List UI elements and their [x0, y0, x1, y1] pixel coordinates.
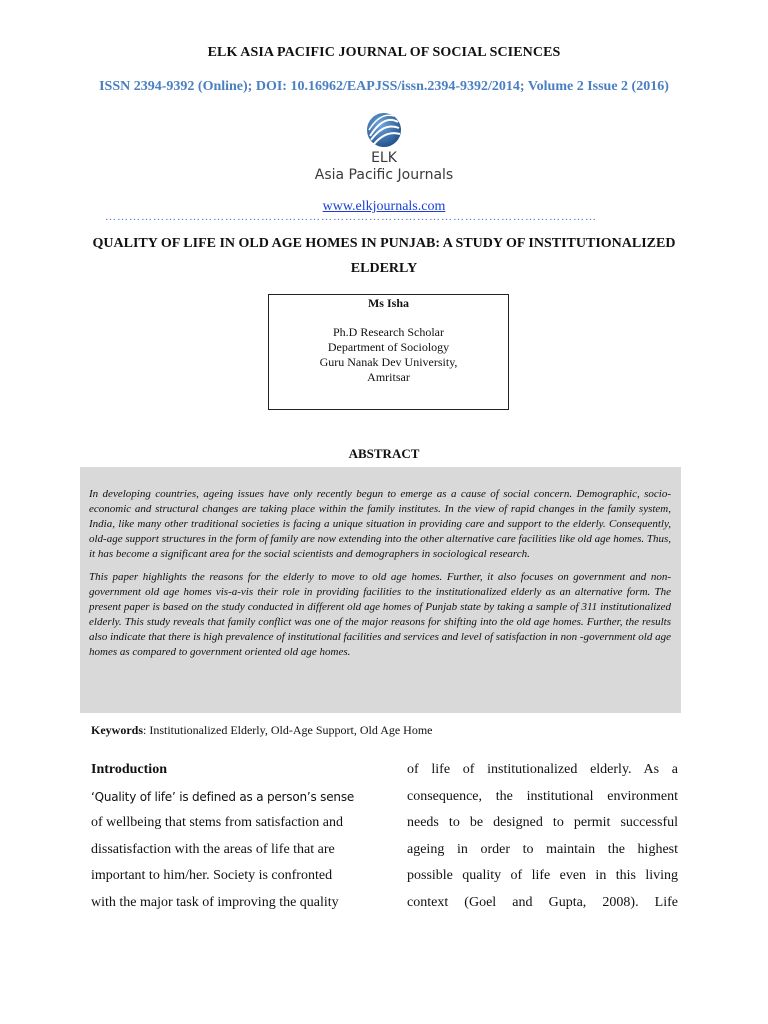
abstract-paragraph-2: This paper highlights the reasons for the elderly to move to old age homes. Further, it also focuses on government and non-government old age homes vis-a-vis their role in providing facilities to the institutionalized elderly as an alternative form. The present paper is based on the study conducted in different old age homes of Punjab state by taking a sample of 311 institutionalized elderly. This study reveals that family conflict was one of the major reasons for shifting into the old age homes. Further, the results also indicate that there is high prevalence of institutional facilities and services and level of satisfaction in non -government old age homes as compared to government oriented old age homes. [89, 571, 671, 658]
abstract-paragraph-1: In developing countries, ageing issues have only recently begun to emerge as a cause of social concern. Demographic, socio-economic and structural changes are taking place within the family institutes. In the view of rapid changes in the family system, India, like many other traditional societies is facing a unique situation in providing care and support to the elderly. Consequently, old-age support structures in the form of family are now extending into the other alternative care facilities like old age homes. Thus, it has become a significant area for the social scientists and demographers in sociological research. [89, 488, 672, 560]
introduction-line: of life of institutionalized elderly. As a [407, 762, 678, 777]
author-university: Guru Nanak Dev University, [319, 355, 458, 369]
abstract-heading: ABSTRACT [348, 446, 420, 461]
author-name: Ms Isha [367, 296, 409, 310]
paper-title [80, 231, 688, 281]
author-city: Amritsar [367, 370, 410, 384]
issn-doi-line: ISSN 2394-9392 (Online); DOI: 10.16962/EAPJSS/issn.2394-9392/2014; Volume 2 Issue 2 (2016) [99, 79, 669, 94]
journal-title: ELK ASIA PACIFIC JOURNAL OF SOCIAL SCIENCES [207, 45, 561, 60]
author-box [268, 294, 509, 410]
introduction-line: consequence, the institutional environment [407, 788, 678, 804]
introduction-line: important to him/her. Society is confronted [91, 868, 333, 883]
abstract-box [80, 467, 681, 713]
keywords-label: Keywords [91, 723, 143, 737]
logo-name: ELK [371, 150, 397, 166]
introduction-right-column [407, 757, 678, 916]
introduction-line: dissatisfaction with the areas of life that are [91, 841, 335, 857]
logo-subtitle: Asia Pacific Journals [314, 167, 454, 183]
introduction-line: needs to be designed to permit successful [407, 815, 678, 830]
author-position: Ph.D Research Scholar [333, 325, 444, 339]
introduction-line: of wellbeing that stems from satisfaction and [91, 815, 343, 830]
introduction-line: with the major task of improving the quality [91, 894, 339, 910]
paper-title-line-1: QUALITY OF LIFE IN OLD AGE HOMES IN PUNJAB: A STUDY OF INSTITUTIONALIZED [92, 236, 676, 251]
elk-globe-logo-icon [0, 110, 768, 150]
keywords-text: : Institutionalized Elderly, Old-Age Support, Old Age Home [143, 723, 433, 737]
introduction-left-column [91, 757, 361, 916]
introduction-line: ageing in order to maintain the highest [407, 841, 678, 857]
introduction-line: possible quality of life even in this living [407, 868, 678, 883]
introduction-line: ‘Quality of life’ is defined as a person’s sense [91, 789, 355, 804]
author-affiliation [269, 325, 508, 385]
dotted-separator: …………………………………………………………………………………………………………… [105, 214, 597, 222]
author-department: Department of Sociology [327, 340, 450, 354]
website-link[interactable]: www.elkjournals.com [322, 199, 446, 214]
introduction-line: context (Goel and Gupta, 2008). Life [407, 894, 678, 910]
paper-title-line-2: ELDERLY [350, 261, 418, 276]
introduction-heading: Introduction [91, 762, 167, 777]
keywords [91, 723, 433, 738]
